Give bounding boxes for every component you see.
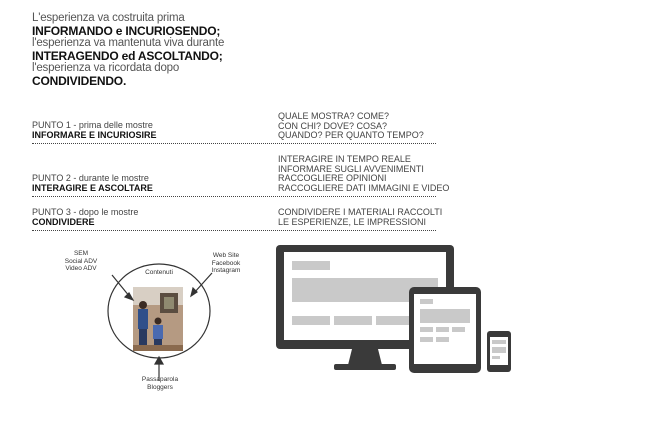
step-2-items: [278, 155, 449, 193]
dotted-divider: [32, 143, 436, 144]
step-row-3-left: [32, 207, 138, 227]
dotted-divider: [32, 230, 436, 231]
tablet-icon: [409, 287, 481, 373]
step-3-item: CONDIVIDERE I MATERIALI RACCOLTI: [278, 207, 443, 217]
step-2-label: PUNTO 2 - durante le mostre: [32, 173, 149, 183]
diagram-right-item: Instagram: [211, 267, 241, 274]
diagram-left-item: Video ADV: [65, 265, 97, 272]
intro-text: [32, 12, 332, 87]
diagram-right-item: Facebook: [211, 259, 241, 267]
step-row-1-left: [32, 120, 157, 140]
step-2-item: RACCOGLIERE OPINIONI: [278, 173, 387, 183]
intro-line-6: CONDIVIDENDO.: [32, 73, 127, 88]
step-3-item: LE ESPERIENZE, LE IMPRESSIONI: [278, 216, 427, 227]
intro-line-5: l'esperienza va ricordata dopo: [32, 62, 180, 74]
diagram-center-label: Contenuti: [145, 269, 173, 276]
devices-graphic: [274, 243, 519, 373]
step-3-label: PUNTO 3 - dopo le mostre: [32, 207, 139, 217]
responsive-devices-icon: [274, 243, 519, 373]
step-1-label: PUNTO 1 - prima delle mostre: [32, 120, 153, 130]
step-1-items: [278, 112, 424, 141]
content-diagram: [40, 245, 260, 405]
intro-line-1: L'esperienza va costruita prima: [32, 12, 185, 24]
step-2-item: RACCOGLIERE DATI IMMAGINI E VIDEO: [278, 182, 450, 193]
museum-visitors-photo: [133, 287, 183, 351]
step-row-1: [32, 112, 436, 144]
dotted-divider: [32, 196, 436, 197]
diagram-left-item: SEM: [73, 250, 89, 257]
step-2-title: INTERAGIRE E ASCOLTARE: [32, 183, 153, 193]
phone-icon: [487, 331, 511, 372]
step-3-items: [278, 208, 442, 227]
step-1-title: INFORMARE E INCURIOSIRE: [32, 130, 157, 140]
step-2-item: INFORMARE SUGLI AVVENIMENTI: [278, 163, 424, 174]
step-3-title: CONDIVIDERE: [32, 217, 95, 227]
step-1-item: QUANDO? PER QUANTO TEMPO?: [278, 130, 424, 140]
diagram-bottom-item: Bloggers: [147, 383, 173, 391]
diagram-bottom-label: [132, 376, 188, 391]
step-row-2: [32, 154, 450, 197]
intro-line-4: INTERAGENDO ed ASCOLTANDO;: [32, 48, 223, 63]
intro-line-3: l'esperienza va mantenuta viva durante: [32, 37, 225, 49]
step-1-item: QUALE MOSTRA? COME?: [278, 111, 390, 121]
diagram-right-label: [200, 252, 252, 275]
step-row-2-left: [32, 173, 153, 193]
step-row-3: [32, 207, 443, 231]
diagram-left-item: Social ADV: [64, 257, 98, 265]
step-1-item: CON CHI? DOVE? COSA?: [278, 120, 388, 131]
diagram-left-label: [56, 250, 106, 273]
intro-line-2: INFORMANDO e INCURIOSENDO;: [32, 23, 221, 38]
diagram-bottom-item: Passaparola: [141, 376, 179, 383]
step-2-item: INTERAGIRE IN TEMPO REALE: [278, 154, 411, 164]
diagram-right-item: Web Site: [212, 252, 240, 259]
